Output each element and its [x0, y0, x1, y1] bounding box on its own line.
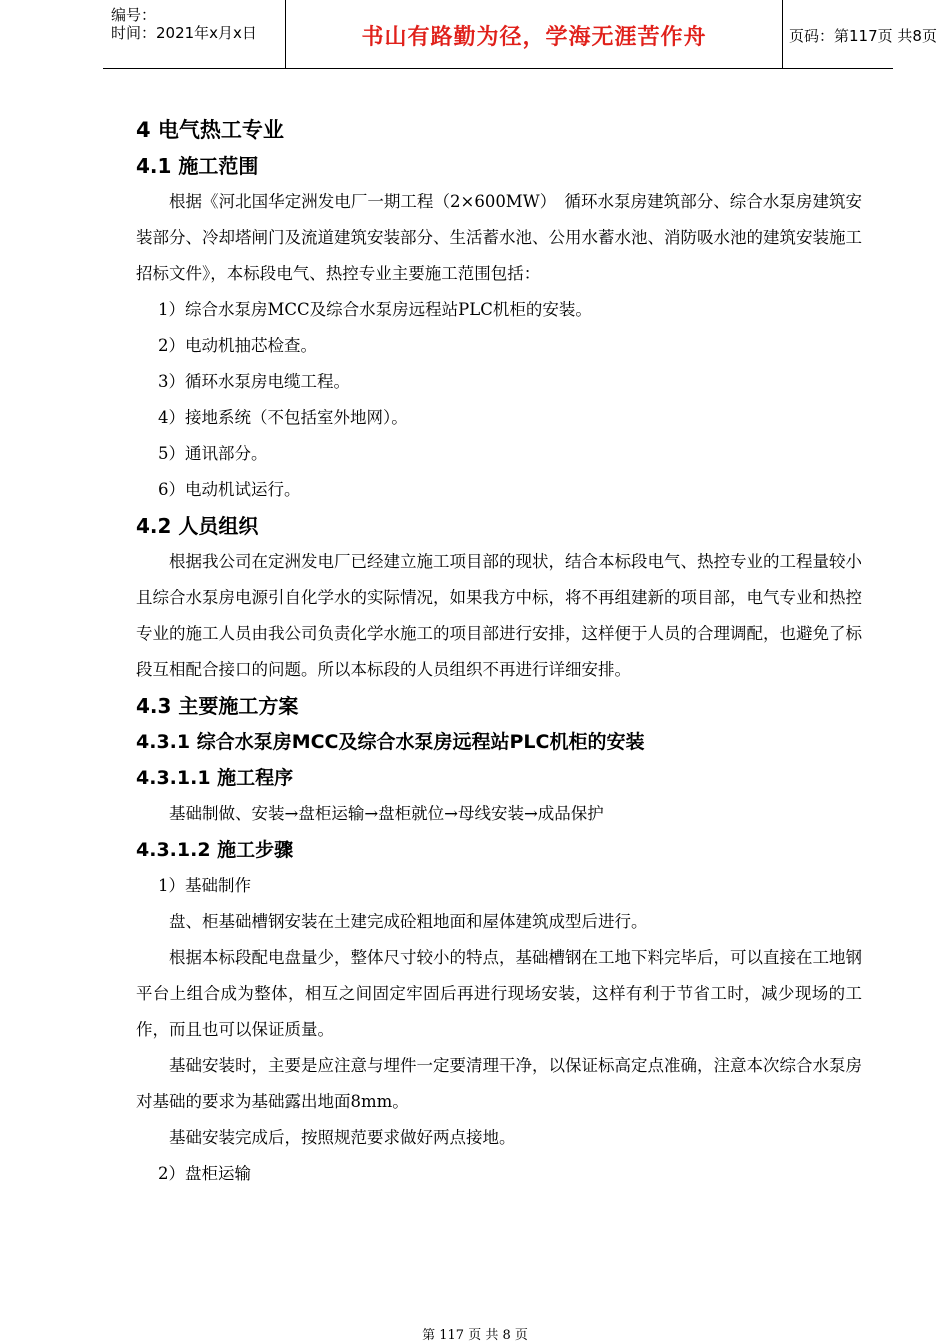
document-body: [136, 112, 862, 1192]
subsection-heading: 4.3.1.2 施工步骤: [136, 839, 294, 861]
paragraph: 根据《河北国华定洲发电厂一期工程（2×600MW） 循环水泵房建筑部分、综合水泵房建筑安装部分、冷却塔闸门及流道建筑安装部分、生活蓄水池、公用水蓄水池、消防吸水池的建筑安装施工招标文件》，本标段电气、热控专业主要施工范围包括：: [136, 192, 862, 283]
paragraph: 根据本标段配电盘量少，整体尺寸较小的特点，基础槽钢在工地下料完毕后，可以直接在工地钢平台上组合成为整体，相互之间固定牢固后再进行现场安装，这样有利于节省工时，减少现场的工作，而且也可以保证质量。: [136, 948, 862, 1039]
list-item: 1）综合水泵房MCC及综合水泵房远程站PLC机柜的安装。: [158, 300, 592, 319]
header-left-cell: [103, 0, 285, 68]
paragraph: 基础安装完成后，按照规范要求做好两点接地。: [169, 1128, 516, 1147]
paragraph: 基础制做、安装→盘柜运输→盘柜就位→母线安装→成品保护: [169, 804, 604, 823]
list-item: 1）基础制作: [158, 876, 251, 895]
chapter-heading: 4 电气热工专业: [136, 118, 284, 142]
paragraph: 根据我公司在定洲发电厂已经建立施工项目部的现状，结合本标段电气、热控专业的工程量较小且综合水泵房电源引自化学水的实际情况，如果我方中标，将不再组建新的项目部，电气专业和热控专业的施工人员由我公司负责化学水施工的项目部进行安排，这样便于人员的合理调配，也避免了标段互相配合接口的问题。所以本标段的人员组织不再进行详细安排。: [136, 552, 862, 679]
subsection-heading: 4.3.1.1 施工程序: [136, 767, 294, 789]
page-footer: 第 117 页 共 8 页: [422, 1328, 528, 1343]
list-item: 5）通讯部分。: [158, 444, 268, 463]
list-item: 6）电动机试运行。: [158, 480, 301, 499]
time-label: 时间：2021年x月x日: [111, 24, 257, 42]
list-item: 3）循环水泵房电缆工程。: [158, 372, 350, 391]
section-heading: 4.1 施工范围: [136, 154, 259, 178]
page-info: 页码：第117页 共8页: [789, 27, 937, 45]
paragraph: 盘、柜基础槽钢安装在土建完成砼粗地面和屋体建筑成型后进行。: [169, 912, 648, 931]
list-item: 2）盘柜运输: [158, 1164, 251, 1183]
serial-label: 编号：: [111, 6, 157, 24]
section-heading: 4.3 主要施工方案: [136, 694, 299, 718]
motto: 书山有路勤为径，学海无涯苦作舟: [361, 25, 707, 50]
list-item: 4）接地系统（不包括室外地网）。: [158, 408, 408, 427]
list-item: 2）电动机抽芯检查。: [158, 336, 317, 355]
paragraph: 基础安装时，主要是应注意与埋件一定要清理干净，以保证标高定点准确，注意本次综合水泵房对基础的要求为基础露出地面8mm。: [136, 1056, 862, 1111]
header-right-cell: [781, 0, 937, 68]
page-header: [103, 0, 937, 69]
section-heading: 4.2 人员组织: [136, 514, 259, 538]
header-motto-cell: [285, 0, 783, 68]
subsection-heading: 4.3.1 综合水泵房MCC及综合水泵房远程站PLC机柜的安装: [136, 731, 645, 753]
